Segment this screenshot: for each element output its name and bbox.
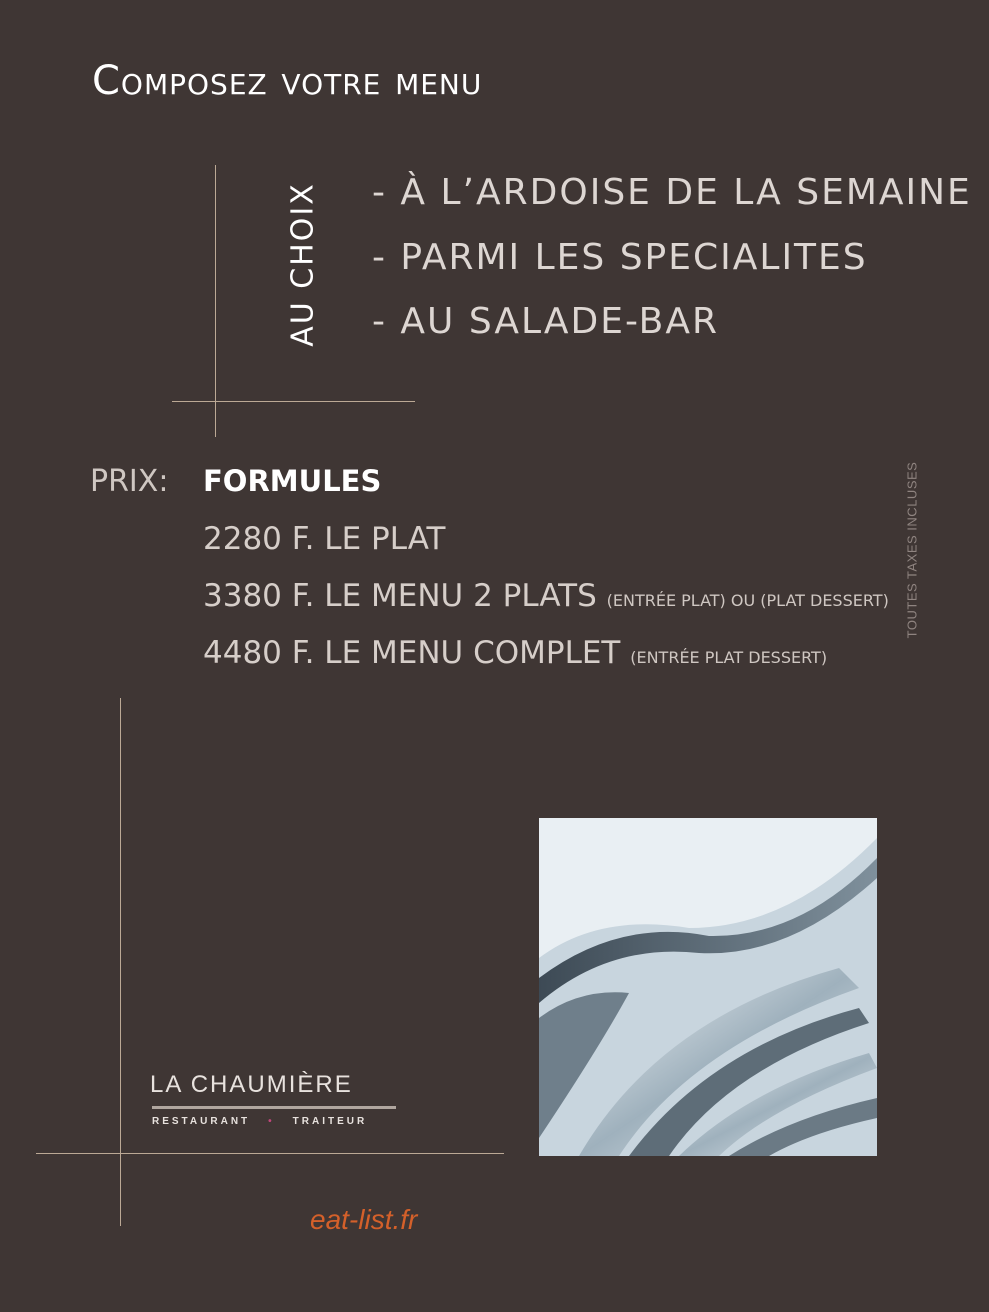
- price-main: 2280 F. LE PLAT: [203, 521, 446, 557]
- price-line-menu-2-plats: [203, 578, 889, 614]
- logo-traiteur: TRAITEUR: [292, 1116, 368, 1127]
- choice-item-ardoise: - À L’ARDOISE DE LA SEMAINE: [372, 172, 972, 213]
- price-main: 4480 F. LE MENU COMPLET: [203, 635, 621, 671]
- au-choix-label: AU CHOIX: [285, 182, 321, 347]
- divider-vertical-top: [215, 165, 216, 437]
- title-text: Composez votre menu: [92, 58, 483, 104]
- logo-dot-icon: •: [268, 1116, 275, 1127]
- prix-label: PRIX:: [90, 464, 169, 499]
- logo-underline: [152, 1106, 396, 1109]
- taxes-note: TOUTES TAXES INCLUSES: [904, 461, 920, 639]
- logo-subtitle: [152, 1116, 367, 1127]
- divider-vertical-bottom: [120, 698, 121, 1226]
- price-note: (ENTRÉE PLAT) OU (PLAT DESSERT): [606, 591, 889, 610]
- price-note: (ENTRÉE PLAT DESSERT): [630, 648, 828, 667]
- logo-name: LA CHAUMIÈRE: [150, 1071, 353, 1098]
- formules-heading: FORMULES: [203, 464, 382, 498]
- choice-item-salade-bar: - AU SALADE-BAR: [372, 301, 720, 342]
- logo-restaurant: RESTAURANT: [152, 1116, 251, 1127]
- price-line-menu-complet: [203, 635, 827, 671]
- fork-photo: [539, 818, 877, 1156]
- divider-horizontal-bottom: [36, 1153, 504, 1154]
- fork-spoon-image: [539, 818, 877, 1156]
- site-link[interactable]: eat-list.fr: [310, 1204, 418, 1235]
- choice-item-specialites: - PARMI LES SPECIALITES: [372, 237, 868, 278]
- page-title: [92, 58, 482, 104]
- price-main: 3380 F. LE MENU 2 PLATS: [203, 578, 597, 614]
- divider-horizontal-top: [172, 401, 415, 402]
- price-line-plat: [203, 521, 445, 557]
